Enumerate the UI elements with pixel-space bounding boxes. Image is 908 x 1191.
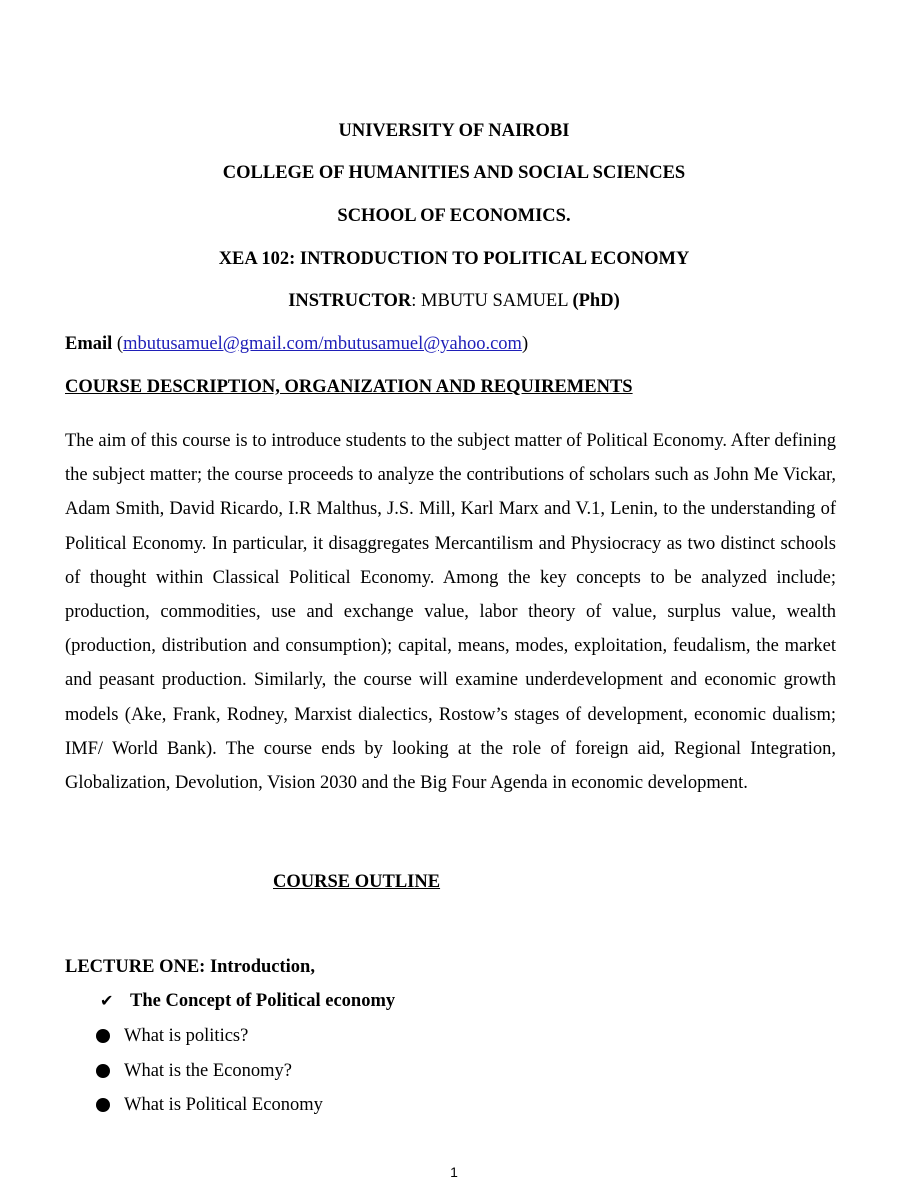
course-description-text: The aim of this course is to introduce students to the subject matter of Political Economy. After defining the subject matter; the course proceeds to analyze the contributions of scholars such as John Me Vickar, Adam Smith, David Ricardo, I.R Malthus, J.S. Mill, Karl Marx and V.1, Lenin, to the understanding of Political Economy. In particular, it disaggregates Mercantilism and Physiocracy as two distinct schools of thought within Classical Political Economy. Among the key concepts to be analyzed include; production, commodities, use and exchange value, labor theory of value, surplus value, wealth (production, distribution and consumption); capital, means, modes, exploitation, feudalism, the market and peasant production. Similarly, the course will examine underdevelopment and economic growth models (Ake, Frank, Rodney, Marxist dialectics, Rostow’s stages of development, economic dualism; IMF/ World Bank). The course ends by looking at the role of foreign aid, Regional Integration, Globalization, Devolution, Vision 2030 and the Big Four Agenda in economic development. (65, 431, 836, 794)
check-item-label: The Concept of Political economy (130, 991, 396, 1011)
page-number: 1 (450, 1164, 458, 1180)
check-list-item (100, 990, 395, 1012)
email-open-paren: ( (112, 334, 124, 354)
bullet-icon (96, 1064, 110, 1078)
college-heading: COLLEGE OF HUMANITIES AND SOCIAL SCIENCES (222, 163, 686, 183)
course-description-heading: COURSE DESCRIPTION, ORGANIZATION AND REQUIREMENTS (65, 377, 633, 397)
email-label: Email (65, 334, 113, 354)
course-outline-heading: COURSE OUTLINE (273, 872, 441, 892)
instructor-degree: (PhD) (572, 291, 620, 311)
course-title: XEA 102: INTRODUCTION TO POLITICAL ECONOMY (218, 249, 690, 269)
list-item-label: What is Political Economy (124, 1095, 323, 1115)
list-item (96, 1025, 323, 1060)
university-heading: UNIVERSITY OF NAIROBI (338, 121, 570, 141)
instructor-line (0, 290, 908, 312)
list-item-label: What is politics? (124, 1026, 249, 1046)
email-link[interactable]: mbutusamuel@gmail.com/mbutusamuel@yahoo.com (123, 334, 522, 354)
list-item-label: What is the Economy? (124, 1060, 292, 1081)
school-heading: SCHOOL OF ECONOMICS. (337, 206, 571, 226)
list-item (96, 1094, 323, 1129)
checkmark-icon: ✔ (100, 991, 114, 1010)
email-line (65, 333, 528, 355)
list-item (96, 1060, 323, 1095)
email-close-paren: ) (521, 334, 529, 354)
bullet-icon (96, 1029, 110, 1043)
instructor-name: : MBUTU SAMUEL (411, 291, 573, 311)
bullet-list (96, 1025, 323, 1129)
lecture-one-title: LECTURE ONE: Introduction, (65, 957, 315, 977)
instructor-label: INSTRUCTOR (288, 291, 412, 311)
bullet-icon (96, 1098, 110, 1112)
